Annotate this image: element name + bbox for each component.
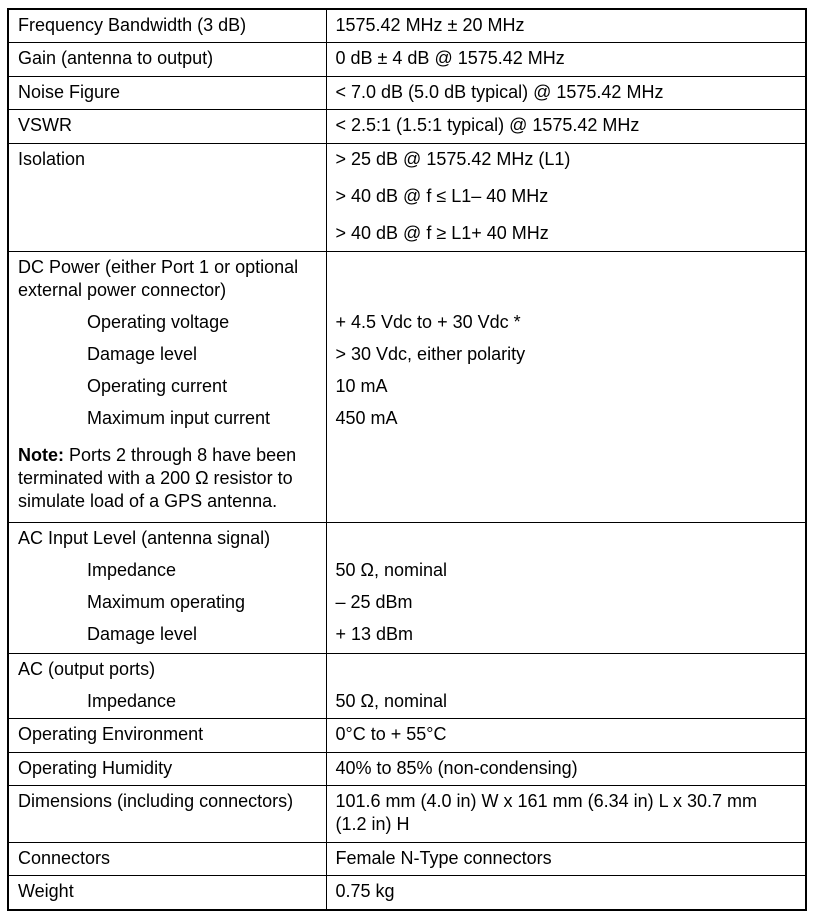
spec-label: Connectors <box>8 843 326 876</box>
spec-value-group <box>326 653 806 719</box>
table-row <box>8 9 806 43</box>
dc-item-value: 450 mA <box>335 408 398 429</box>
ac-item-value: – 25 dBm <box>335 591 413 612</box>
table-row <box>8 752 806 785</box>
spec-label: Frequency Bandwidth (3 dB) <box>8 9 326 43</box>
table-row-ac-input <box>8 522 806 653</box>
dc-item-label: Operating current <box>87 376 228 397</box>
spec-label: VSWR <box>8 110 326 143</box>
isolation-value: > 40 dB @ f ≥ L1+ 40 MHz <box>335 222 549 243</box>
ac-output-title: AC (output ports) <box>18 658 156 679</box>
ac-output-label: Impedance <box>87 690 177 711</box>
ac-input-title: AC Input Level (antenna signal) <box>18 527 271 548</box>
table-row-dc-power <box>8 252 806 523</box>
spec-value-group <box>326 522 806 653</box>
spec-value-group <box>326 252 806 523</box>
table-row <box>8 876 806 910</box>
dc-item-value: 10 mA <box>335 376 388 397</box>
spec-value: 0.75 kg <box>326 876 806 910</box>
spec-value: 40% to 85% (non-condensing) <box>326 752 806 785</box>
isolation-value: > 40 dB @ f ≤ L1– 40 MHz <box>335 185 549 206</box>
spec-label: Operating Environment <box>8 719 326 752</box>
spec-label-group <box>8 252 326 523</box>
table-row <box>8 110 806 143</box>
ac-item-value: + 13 dBm <box>335 623 414 644</box>
dimensions-value: 101.6 mm (4.0 in) W x 161 mm (6.34 in) L x 30.7 mm <box>335 791 757 812</box>
isolation-value: > 25 dB @ 1575.42 MHz (L1) <box>335 148 571 169</box>
dc-power-title: DC Power (either Port 1 or optional <box>18 257 299 278</box>
note-text: terminated with a 200 Ω resistor to <box>18 468 293 489</box>
spec-value: 0°C to + 55°C <box>326 719 806 752</box>
table-row <box>8 43 806 76</box>
spec-label: Weight <box>8 876 326 910</box>
spec-value: Female N-Type connectors <box>326 843 806 876</box>
ac-output-value: 50 Ω, nominal <box>335 690 448 711</box>
spec-label: Gain (antenna to output) <box>8 43 326 76</box>
dc-item-label: Operating voltage <box>87 312 230 333</box>
spec-label: Isolation <box>8 143 326 251</box>
ac-item-label: Maximum operating <box>87 591 246 612</box>
spec-label: Noise Figure <box>8 76 326 109</box>
spec-value: < 2.5:1 (1.5:1 typical) @ 1575.42 MHz <box>326 110 806 143</box>
table-row <box>8 76 806 109</box>
spec-label: Operating Humidity <box>8 752 326 785</box>
spec-label-group <box>8 522 326 653</box>
table-row-ac-output <box>8 653 806 719</box>
spec-value: < 7.0 dB (5.0 dB typical) @ 1575.42 MHz <box>326 76 806 109</box>
spec-label: Dimensions (including connectors) <box>8 786 326 843</box>
ac-item-value: 50 Ω, nominal <box>335 559 448 580</box>
table-row <box>8 843 806 876</box>
specifications-table <box>7 8 807 911</box>
note-text: simulate load of a GPS antenna. <box>18 491 278 512</box>
dc-note <box>18 444 317 467</box>
dc-item-label: Maximum input current <box>87 408 271 429</box>
spec-value-group <box>326 143 806 251</box>
spec-value-group <box>326 786 806 843</box>
spec-value: 0 dB ± 4 dB @ 1575.42 MHz <box>326 43 806 76</box>
table-row <box>8 719 806 752</box>
spec-label-group <box>8 653 326 719</box>
ac-item-label: Impedance <box>87 559 177 580</box>
note-text: Ports 2 through 8 have been <box>64 445 297 466</box>
dimensions-value: (1.2 in) H <box>335 814 410 835</box>
ac-item-label: Damage level <box>87 623 198 644</box>
dc-item-value: > 30 Vdc, either polarity <box>335 344 526 365</box>
dc-power-title: external power connector) <box>18 280 227 301</box>
dc-item-label: Damage level <box>87 344 198 365</box>
table-row-dimensions <box>8 786 806 843</box>
dc-item-value: + 4.5 Vdc to + 30 Vdc * <box>335 312 521 333</box>
spec-value: 1575.42 MHz ± 20 MHz <box>326 9 806 43</box>
table-row-isolation <box>8 143 806 251</box>
note-label: Note: <box>18 445 64 466</box>
